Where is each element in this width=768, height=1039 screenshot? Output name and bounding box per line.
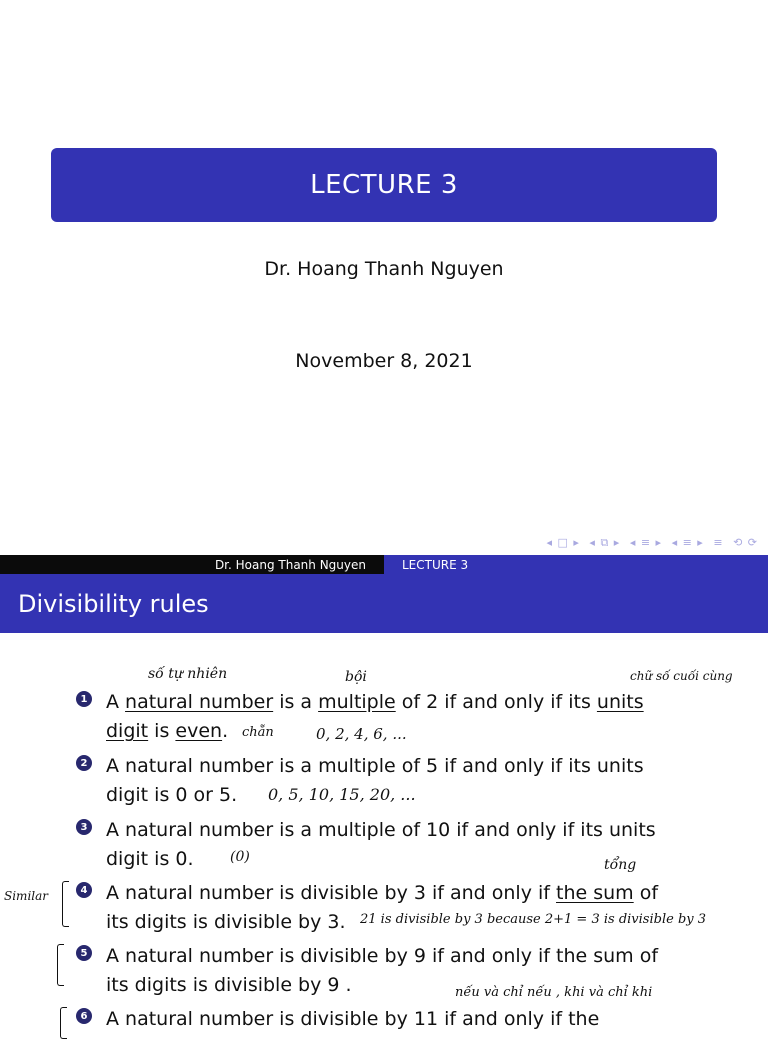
headline-title: LECTURE 3: [384, 555, 768, 574]
handwritten-note-multiple: bội: [345, 669, 367, 685]
author-name: Dr. Hoang Thanh Nguyen: [264, 258, 504, 280]
nav-section-icon[interactable]: ◂ ≡ ▸: [629, 536, 663, 549]
rule-text: A natural number is a multiple of 10 if and only if its units digit is 0.: [106, 819, 656, 870]
rule-text: A natural number is divisible by 11 if and only if the: [106, 1008, 600, 1030]
handwritten-example-21: 21 is divisible by 3 because 2+1 = 3 is divisible by 3: [360, 912, 707, 927]
nav-search-icon[interactable]: ⟲ ⟳: [733, 536, 758, 549]
frame-title: Divisibility rules: [18, 589, 209, 618]
lecture-date: November 8, 2021: [295, 350, 473, 372]
bullet-number: 6: [76, 1008, 92, 1024]
handwritten-bracket: [57, 944, 64, 986]
rule-text: A natural number is divisible by 3 if and only if the sum of its digits is divisible by 3.: [106, 882, 659, 933]
handwritten-bracket: [62, 881, 69, 927]
lecture-title: LECTURE 3: [310, 170, 458, 200]
rule-text: A natural number is a multiple of 2 if and only if its units digit is even.: [106, 691, 644, 742]
bullet-number: 2: [76, 755, 92, 771]
handwritten-note-units-digit: chữ số cuối cùng: [630, 669, 733, 683]
bullet-number: 5: [76, 945, 92, 961]
nav-appendix-icon[interactable]: ≡: [713, 536, 724, 549]
handwritten-five-examples: 0, 5, 10, 15, 20, ...: [268, 785, 416, 804]
headline-author: Dr. Hoang Thanh Nguyen: [0, 555, 384, 574]
handwritten-zero-note: (0): [230, 849, 250, 865]
rule-text: A natural number is a multiple of 5 if and only if its units digit is 0 or 5.: [106, 755, 644, 806]
handwritten-even-examples: 0, 2, 4, 6, ...: [316, 725, 407, 743]
handwritten-note-even: chẵn: [242, 725, 274, 740]
nav-subsection-list-icon[interactable]: ◂ ≡ ▸: [671, 536, 704, 549]
handwritten-iff-note: nếu và chỉ nếu , khi và chỉ khi: [455, 985, 653, 1000]
handwritten-note-sum: tổng: [604, 857, 637, 873]
handwritten-note-natural-number: số tự nhiên: [148, 666, 228, 682]
beamer-navigation[interactable]: [541, 536, 758, 550]
frame-title-bar: [0, 574, 768, 633]
rules-list: [0, 633, 768, 1030]
handwritten-bracket: [60, 1007, 67, 1039]
handwritten-similar: Similar: [4, 889, 49, 903]
nav-subsection-icon[interactable]: ◂ ⧉ ▸: [589, 536, 621, 549]
bullet-number: 3: [76, 819, 92, 835]
rule-text: A natural number is divisible by 9 if and only if the sum of its digits is divisible by 9 .: [106, 945, 659, 996]
title-banner: [51, 148, 717, 222]
nav-frame-icon[interactable]: ◂ □ ▸: [546, 536, 580, 549]
slide-headline: [0, 555, 768, 574]
bullet-number: 1: [76, 691, 92, 707]
bullet-number: 4: [76, 882, 92, 898]
